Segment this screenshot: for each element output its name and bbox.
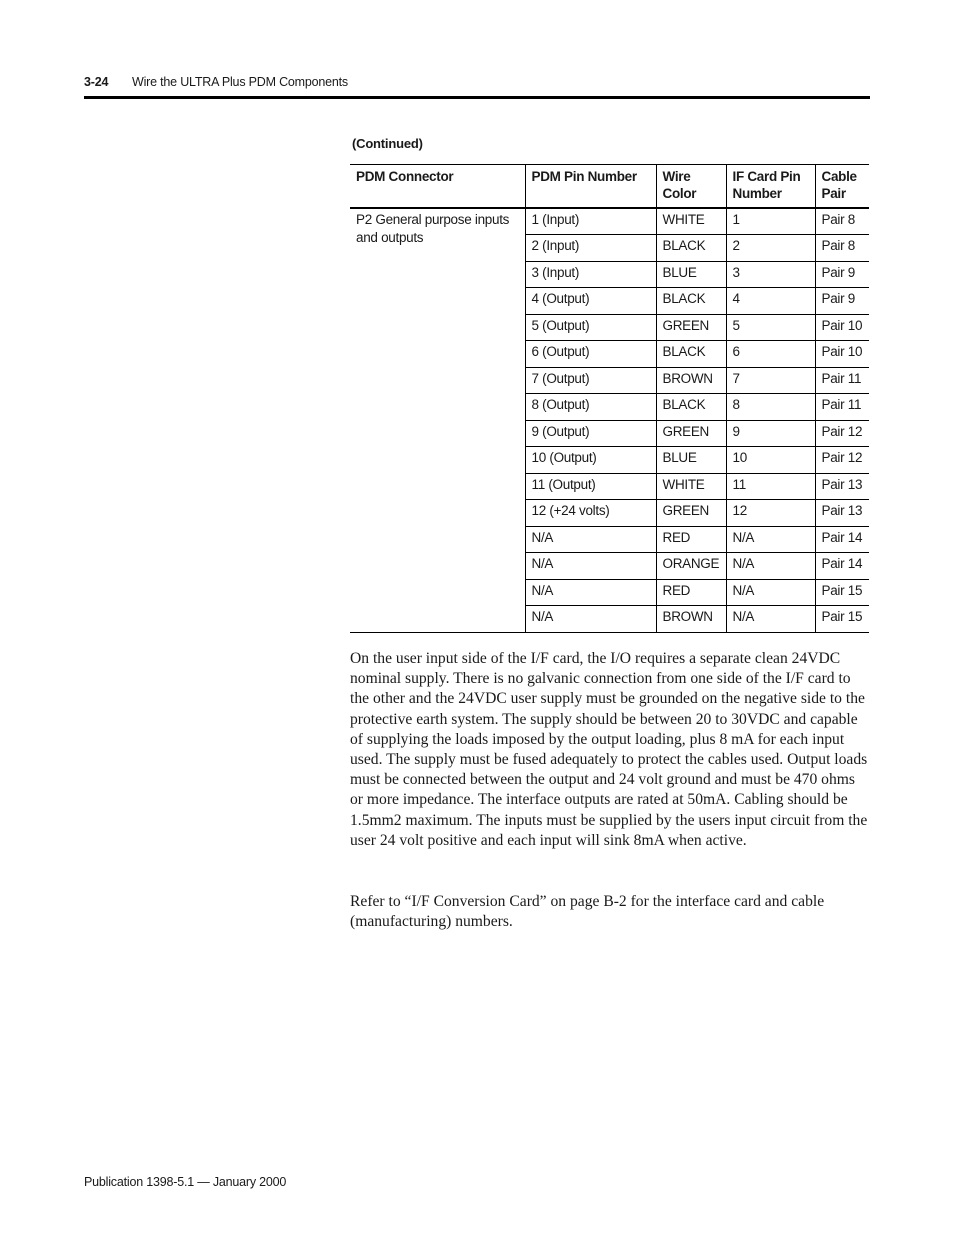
cell-wire-color: GREEN <box>656 314 726 341</box>
cell-wire-color: BLACK <box>656 288 726 315</box>
cell-cable-pair: Pair 14 <box>815 526 869 553</box>
cell-cable-pair: Pair 14 <box>815 553 869 580</box>
page-header <box>84 72 870 92</box>
cell-cable-pair: Pair 10 <box>815 314 869 341</box>
cell-pdm-pin-number: N/A <box>525 526 656 553</box>
column-header-cable-pair: Cable Pair <box>815 165 869 209</box>
cell-cable-pair: Pair 13 <box>815 473 869 500</box>
chapter-title: Wire the ULTRA Plus PDM Components <box>132 75 348 89</box>
cell-pdm-pin-number: 4 (Output) <box>525 288 656 315</box>
cell-wire-color: BROWN <box>656 606 726 633</box>
cell-pdm-pin-number: 10 (Output) <box>525 447 656 474</box>
cell-if-card-pin-number: N/A <box>726 553 815 580</box>
cell-cable-pair: Pair 12 <box>815 447 869 474</box>
cell-cable-pair: Pair 15 <box>815 606 869 633</box>
cell-if-card-pin-number: 11 <box>726 473 815 500</box>
pinout-table <box>350 164 869 633</box>
cell-if-card-pin-number: N/A <box>726 606 815 633</box>
cell-pdm-connector: P2 General purpose inputs and outputs <box>350 208 525 632</box>
cell-if-card-pin-number: 5 <box>726 314 815 341</box>
column-header-if-card-pin-number: IF Card Pin Number <box>726 165 815 209</box>
cell-if-card-pin-number: 12 <box>726 500 815 527</box>
cell-wire-color: BLUE <box>656 447 726 474</box>
cell-cable-pair: Pair 13 <box>815 500 869 527</box>
cell-pdm-pin-number: 1 (Input) <box>525 208 656 235</box>
cell-if-card-pin-number: N/A <box>726 526 815 553</box>
cell-pdm-pin-number: 9 (Output) <box>525 420 656 447</box>
cell-wire-color: BLACK <box>656 394 726 421</box>
cell-pdm-pin-number: 7 (Output) <box>525 367 656 394</box>
cell-pdm-pin-number: 6 (Output) <box>525 341 656 368</box>
cell-cable-pair: Pair 10 <box>815 341 869 368</box>
table-body <box>350 208 869 632</box>
cell-if-card-pin-number: 1 <box>726 208 815 235</box>
cell-wire-color: BLACK <box>656 341 726 368</box>
cell-if-card-pin-number: 3 <box>726 261 815 288</box>
column-header-wire-color: Wire Color <box>656 165 726 209</box>
cell-wire-color: RED <box>656 526 726 553</box>
cell-wire-color: ORANGE <box>656 553 726 580</box>
cell-if-card-pin-number: 7 <box>726 367 815 394</box>
cell-wire-color: RED <box>656 579 726 606</box>
cell-pdm-pin-number: 2 (Input) <box>525 235 656 262</box>
cell-pdm-pin-number: 12 (+24 volts) <box>525 500 656 527</box>
publication-footer: Publication 1398-5.1 — January 2000 <box>84 1175 287 1189</box>
cell-wire-color: BLUE <box>656 261 726 288</box>
cell-cable-pair: Pair 12 <box>815 420 869 447</box>
cell-pdm-pin-number: 8 (Output) <box>525 394 656 421</box>
cell-wire-color: WHITE <box>656 208 726 235</box>
cell-cable-pair: Pair 8 <box>815 208 869 235</box>
cell-if-card-pin-number: 10 <box>726 447 815 474</box>
cell-wire-color: BLACK <box>656 235 726 262</box>
cell-pdm-pin-number: 11 (Output) <box>525 473 656 500</box>
cell-if-card-pin-number: 8 <box>726 394 815 421</box>
cell-wire-color: GREEN <box>656 420 726 447</box>
cell-if-card-pin-number: 9 <box>726 420 815 447</box>
table-caption: (Continued) <box>352 136 423 151</box>
table-row <box>350 208 869 235</box>
header-rule <box>84 96 870 99</box>
column-header-pdm-pin-number: PDM Pin Number <box>525 165 656 209</box>
table-header-row <box>350 165 869 209</box>
cell-pdm-pin-number: N/A <box>525 606 656 633</box>
cell-wire-color: WHITE <box>656 473 726 500</box>
cell-cable-pair: Pair 15 <box>815 579 869 606</box>
cell-if-card-pin-number: N/A <box>726 579 815 606</box>
cell-wire-color: GREEN <box>656 500 726 527</box>
cell-pdm-pin-number: N/A <box>525 553 656 580</box>
cell-pdm-pin-number: N/A <box>525 579 656 606</box>
cell-pdm-pin-number: 5 (Output) <box>525 314 656 341</box>
column-header-pdm-connector: PDM Connector <box>350 165 525 209</box>
cell-cable-pair: Pair 8 <box>815 235 869 262</box>
cell-cable-pair: Pair 9 <box>815 288 869 315</box>
cell-if-card-pin-number: 6 <box>726 341 815 368</box>
cell-pdm-pin-number: 3 (Input) <box>525 261 656 288</box>
page-number: 3-24 <box>84 75 109 89</box>
cell-if-card-pin-number: 4 <box>726 288 815 315</box>
cell-cable-pair: Pair 11 <box>815 367 869 394</box>
body-paragraph: Refer to “I/F Conversion Card” on page B-2 for the interface card and cable (manufacturing) numbers. <box>350 893 825 931</box>
body-paragraph: On the user input side of the I/F card, the I/O requires a separate clean 24VDC nominal supply. There is no galvanic connection from one side of the I/F card to the other and the 24VDC user supply must be grounded on the negative side to the protective earth system. The supply should be between 20 to 30VDC and capable of supplying the loads imposed by the output loading, plus 8 mA for each input used. The supply must be fused adequately to protect the cables used. Output loads must be connected between the output and 24 volt ground and must be 470 ohms or more impedance. The interface outputs are rated at 50mA. Cabling should be 1.5mm2 maximum. The inputs must be supplied by the users input circuit from the user 24 volt positive and each input will sink 8mA when active. <box>350 650 868 849</box>
cell-cable-pair: Pair 11 <box>815 394 869 421</box>
cell-wire-color: BROWN <box>656 367 726 394</box>
cell-if-card-pin-number: 2 <box>726 235 815 262</box>
cell-cable-pair: Pair 9 <box>815 261 869 288</box>
